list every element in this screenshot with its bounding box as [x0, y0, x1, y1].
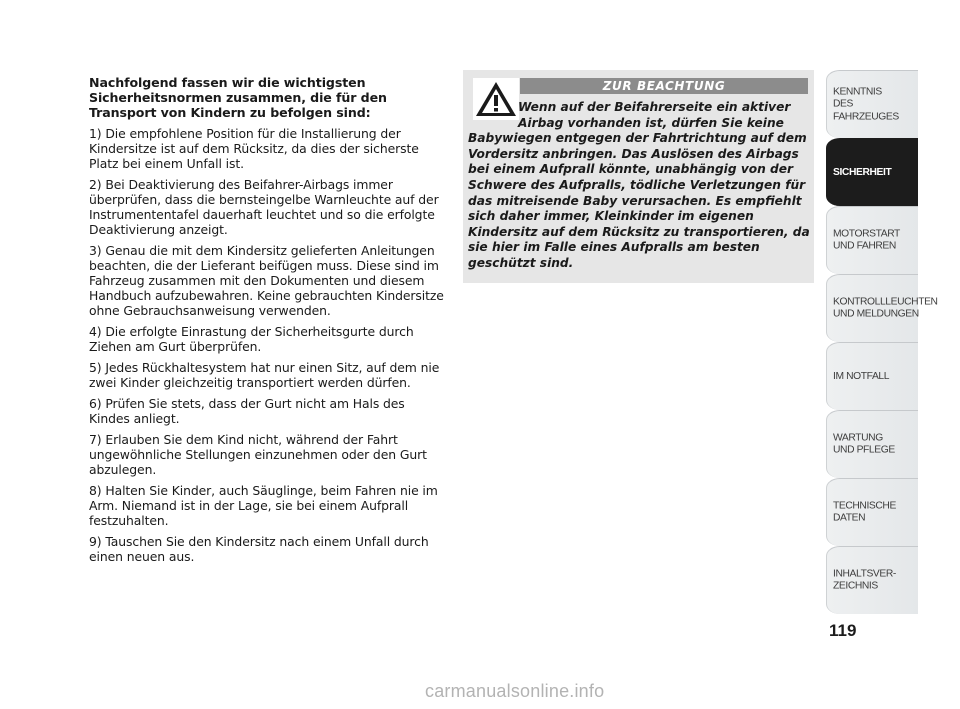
tab-technische-daten[interactable]: [826, 478, 918, 546]
warning-text-block: [468, 100, 810, 272]
tab-inhaltsverzeichnis[interactable]: [826, 546, 918, 614]
warning-text: Wenn auf der Beifahrerseite ein aktiver Airbag vorhanden ist, dürfen Sie keine Babywiegen entgegen der Fahrtrichtung auf dem Vordersitz anbringen. Das Auslösen des Airbags bei einem Aufprall könnte, unabhängig von der Schwere des Aufpralls, tödliche Verletzungen für das mitreisende Baby verursachen. Es empfiehlt sich daher immer, Kleinkinder im eigenen Kindersitz auf dem Rücksitz zu transportieren, da sie hier im Falle eines Aufpralls am besten geschützt sind.: [468, 100, 810, 270]
tab-kontrollleuchten[interactable]: [826, 274, 938, 342]
tab-motorstart-und-fahren[interactable]: [826, 206, 918, 274]
rule-item: 4) Die erfolgte Einrastung der Sicherheitsgurte durch Ziehen am Gurt überprüfen.: [89, 324, 414, 354]
tab-label: SICHERHEIT: [833, 166, 892, 178]
warning-box: [463, 70, 814, 283]
rule-item: 2) Bei Deaktivierung des Beifahrer-Airbags immer überprüfen, dass die bernsteingelbe Warnleuchte auf der Instrumententafel dauerhaft leuchtet und so die erfolgte Deaktivierung anzeigt.: [89, 177, 439, 237]
rule-item: 3) Genau die mit dem Kindersitz gelieferten Anleitungen beachten, die der Lieferant beifügen muss. Diese sind im Fahrzeug zusammen mit den Dokumenten und diesem Handbuch aufzubewahren. Keine gebrauchten Kindersitze ohne Gebrauchsanweisung verwenden.: [89, 243, 444, 318]
tab-label: KENNTNIS DES FAHRZEUGES: [833, 85, 899, 122]
tab-im-notfall[interactable]: [826, 342, 918, 410]
rule-item: 5) Jedes Rückhaltesystem hat nur einen Sitz, auf dem nie zwei Kinder gleichzeitig transportiert werden dürfen.: [89, 360, 440, 390]
tab-label: TECHNISCHE DATEN: [833, 500, 896, 524]
rule-item: 6) Prüfen Sie stets, dass der Gurt nicht am Hals des Kindes anliegt.: [89, 396, 405, 426]
rule-item: 8) Halten Sie Kinder, auch Säuglinge, beim Fahren nie im Arm. Niemand ist in der Lage, sie bei einem Aufprall festzuhalten.: [89, 483, 438, 528]
watermark: carmanualsonline.info: [425, 681, 605, 701]
tab-label: IM NOTFALL: [833, 370, 890, 382]
tab-wartung-und-pflege[interactable]: [826, 410, 918, 478]
page-number: 119: [829, 621, 857, 640]
intro-text: Nachfolgend fassen wir die wichtigsten Sicherheitsnormen zusammen, die für den Transport von Kindern zu befolgen sind:: [89, 75, 387, 120]
tab-label: INHALTSVER- ZEICHNIS: [833, 568, 896, 592]
tab-sicherheit[interactable]: [826, 138, 918, 206]
tab-label: MOTORSTART UND FAHREN: [833, 228, 900, 252]
safety-rules-column: [89, 75, 449, 570]
rule-item: 1) Die empfohlene Position für die Installierung der Kindersitze ist auf dem Rücksitz, da dies der sicherste Platz bei einem Unfall ist.: [89, 126, 419, 171]
tab-kenntnis-des-fahrzeuges[interactable]: [826, 70, 918, 138]
tab-label: KONTROLLLEUCHTEN UND MELDUNGEN: [833, 296, 938, 320]
chapter-tabs: [826, 70, 938, 614]
tab-label: WARTUNG UND PFLEGE: [833, 432, 895, 456]
rule-item: 9) Tauschen Sie den Kindersitz nach einem Unfall durch einen neuen aus.: [89, 534, 429, 564]
rule-item: 7) Erlauben Sie dem Kind nicht, während der Fahrt ungewöhnliche Stellungen einzunehmen oder den Gurt abzulegen.: [89, 432, 427, 477]
warning-title: ZUR BEACHTUNG: [520, 78, 808, 94]
